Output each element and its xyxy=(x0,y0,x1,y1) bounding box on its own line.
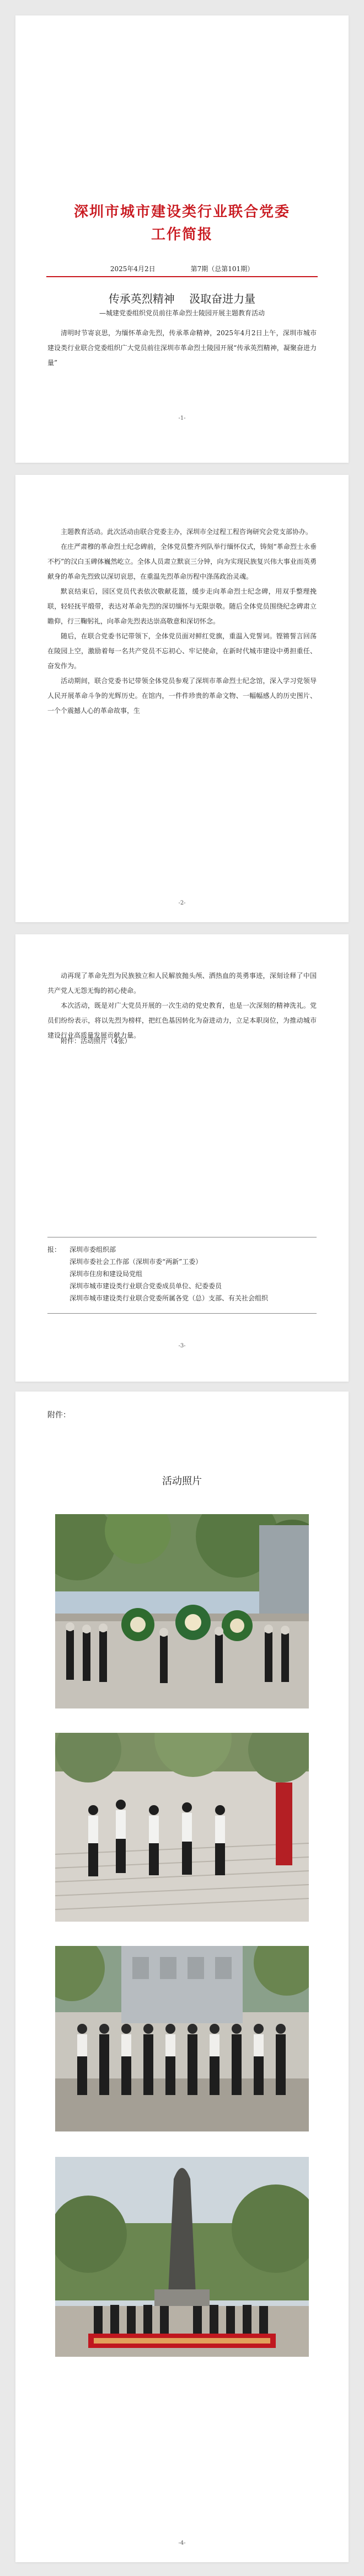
document-page-3 xyxy=(15,934,349,1382)
paragraph: 随后，在联合党委书记带领下，全体党员面对鲜红党旗，重温入党誓词。铿锵誓言回荡在陵园上空，激励着每一名共产党员不忘初心、牢记使命，在新时代城市建设中勇担重任、奋发作为。 xyxy=(47,632,317,670)
distribution-item: 深圳市城市建设类行业联合党委所属各党（总）支部、有关社会组织 xyxy=(69,1294,269,1302)
distribution-item: 深圳市委社会工作部（深圳市委“两新”工委） xyxy=(69,1258,202,1266)
distribution-item: 深圳市委组织部 xyxy=(69,1246,116,1253)
activity-photo-2 xyxy=(55,1733,309,1922)
attachment-note: 附件：活动照片（4张） xyxy=(61,1037,131,1045)
distribution-block xyxy=(47,1244,317,1304)
page-number: -1- xyxy=(178,415,186,421)
org-title: 深圳市城市建设类行业联合党委 xyxy=(73,204,290,220)
distribution-item: 深圳市住房和建设局党组 xyxy=(69,1270,143,1278)
activity-photo-1 xyxy=(55,1514,309,1708)
paragraph: 本次活动，既是对广大党员开展的一次生动的党史教育，也是一次深刻的精神洗礼。党员们纷纷表示，将以先烈为榜样，把红色基因转化为奋进动力，立足本职岗位，为推动城市建设行业高质量发展贡献力量。 xyxy=(47,1002,317,1039)
article-body-p2 xyxy=(47,525,317,718)
attachment-label: 附件： xyxy=(47,1411,71,1420)
document-page-2 xyxy=(15,475,349,922)
issue-date: 2025年4月2日 xyxy=(110,265,156,273)
activity-photo-4 xyxy=(55,2157,309,2357)
activity-photo-3 xyxy=(55,1946,309,2131)
document-page-1 xyxy=(15,15,349,463)
paragraph: 主题教育活动。此次活动由联合党委主办，深圳市全过程工程咨询研究会党支部协办。 xyxy=(61,528,313,536)
brief-title: 工作简报 xyxy=(151,226,213,243)
article-body-p1 xyxy=(47,326,317,371)
page-number: -4- xyxy=(178,2540,186,2546)
paragraph: 活动期间，联合党委书记带领全体党员参观了深圳市革命烈士纪念馆，深入学习党领导人民开展革命斗争的光辉历史。在馆内，一件件珍贵的革命文物、一幅幅感人的历史图片、一个个震撼人心的革命故事，生 xyxy=(47,677,317,715)
paragraph: 动再现了革命先烈为民族独立和人民解放抛头颅、洒热血的英勇事迹，深刻诠释了中国共产党人无怨无悔的初心使命。 xyxy=(47,972,317,995)
article-body-p3 xyxy=(47,969,317,1043)
issue-number: 第7期（总第101期） xyxy=(190,265,254,273)
document-page-4 xyxy=(15,1392,349,2562)
paragraph: 默哀结束后，园区党员代表依次敬献花篮，缓步走向革命烈士纪念碑，用双手整理挽联，轻轻抚平缎带，表达对革命先烈的深切缅怀与无限崇敬。随后全体党员围绕纪念碑肃立瞻仰，行三鞠躬礼，向革命先烈表达崇高敬意和深切怀念。 xyxy=(47,588,317,625)
issue-line xyxy=(15,264,349,273)
distribution-label: 报： xyxy=(47,1246,61,1253)
article-subheadline: —城建党委组织党员前往革命烈士陵园开展主题教育活动 xyxy=(99,309,265,317)
paragraph: 在庄严肃穆的革命烈士纪念碑前，全体党员整齐列队举行缅怀仪式，铸刻“革命烈士永垂不朽”的汉白玉碑体巍然屹立。全体人员肃立默哀三分钟，向为实现民族复兴伟大事业而英勇献身的革命先烈致以深切哀思，在重温先烈革命历程中涤荡政治灵魂。 xyxy=(47,543,317,580)
page-number: -3- xyxy=(178,1343,186,1349)
article-headline: 传承英烈精神 汲取奋进力量 xyxy=(108,292,256,305)
page-number: -2- xyxy=(178,900,186,906)
photos-title: 活动照片 xyxy=(162,1475,202,1487)
distribution-item: 深圳市城市建设类行业联合党委成员单位、纪委委员 xyxy=(69,1282,222,1290)
paragraph: 清明时节寄哀思，为缅怀革命先烈，传承革命精神，2025年4月2日上午，深圳市城市建设类行业联合党委组织广大党员前往深圳市革命烈士陵园开展“传承英烈精神，凝聚奋进力量” xyxy=(47,329,317,367)
header-red-rule xyxy=(46,276,318,277)
distribution-bottom-rule xyxy=(47,1313,317,1314)
